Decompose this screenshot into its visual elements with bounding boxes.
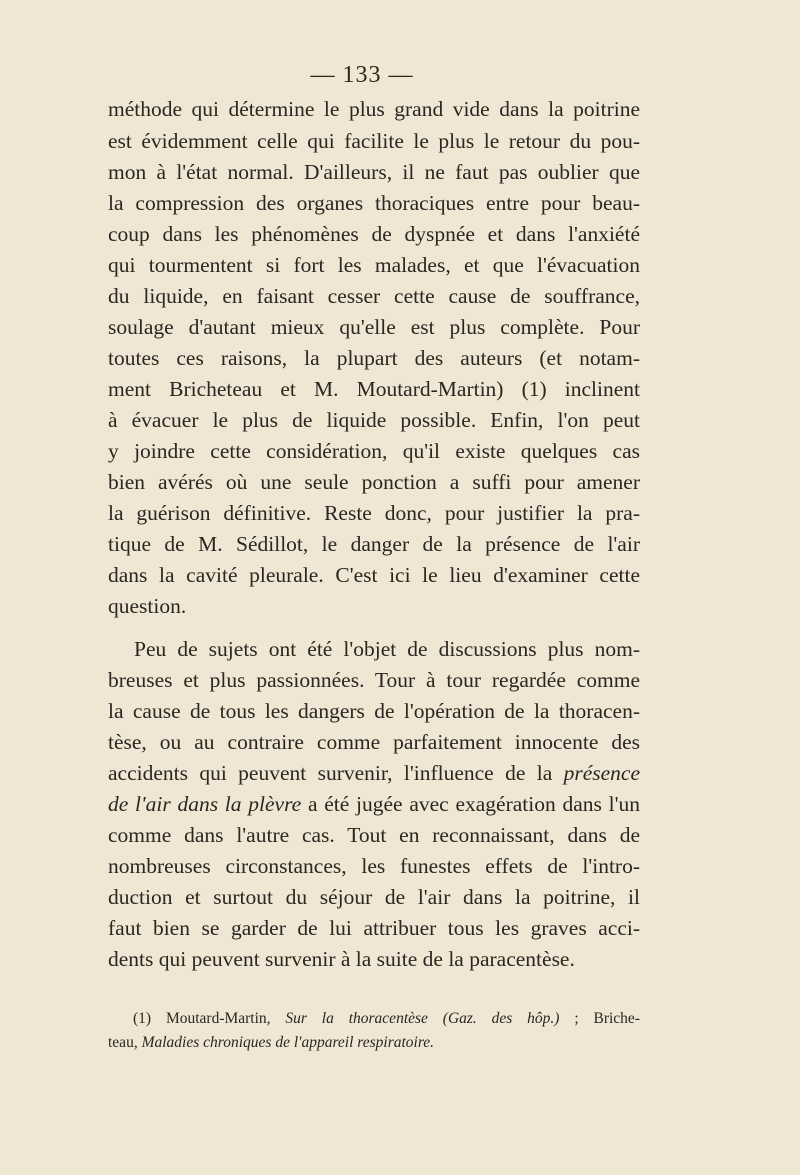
text-line: Peu de sujets ont été l'objet de discussions plus nom- xyxy=(134,637,640,661)
footnote-title: Sur la thoracentèse xyxy=(285,1010,428,1027)
emphasis-text: de l'air dans la plèvre xyxy=(108,792,302,816)
text-line: toutes ces raisons, la plupart des auteurs (et notam- xyxy=(108,346,640,370)
text-line: est évidemment celle qui facilite le plus le retour du pou- xyxy=(108,129,640,153)
text-line: qui tourmentent si fort les malades, et que l'évacuation xyxy=(108,253,640,277)
text-line: soulage d'autant mieux qu'elle est plus complète. Pour xyxy=(108,315,640,339)
text-line: dans la cavité pleurale. C'est ici le lieu d'examiner cette xyxy=(108,563,640,587)
text-line: du liquide, en faisant cesser cette cause de souffrance, xyxy=(108,284,640,308)
text-line: méthode qui détermine le plus grand vide dans la poitrine xyxy=(108,97,640,121)
footnote-marker: (1) xyxy=(133,1010,166,1027)
text-span: a été jugée avec exagération dans l'un xyxy=(301,792,640,816)
text-line: la compression des organes thoraciques entre pour beau- xyxy=(108,191,640,215)
text-line: à évacuer le plus de liquide possible. Enfin, l'on peut xyxy=(108,408,640,432)
footnote-line xyxy=(108,1034,640,1052)
text-line xyxy=(108,761,640,786)
text-line: bien avérés où une seule ponction a suffi pour amener xyxy=(108,470,640,494)
emphasis-text: présence xyxy=(563,761,640,785)
text-line: y joindre cette considération, qu'il existe quelques cas xyxy=(108,439,640,463)
text-line: tèse, ou au contraire comme parfaitement innocente des xyxy=(108,730,640,754)
text-line: la guérison définitive. Reste donc, pour justifier la pra- xyxy=(108,501,640,525)
text-line: coup dans les phénomènes de dyspnée et dans l'anxiété xyxy=(108,222,640,246)
text-line: dents qui peuvent survenir à la suite de la paracentèse. xyxy=(108,947,575,971)
footnote-text: ; Briche- xyxy=(559,1010,640,1027)
text-line: faut bien se garder de lui attribuer tous les graves acci- xyxy=(108,916,640,940)
footnote-author: teau, xyxy=(108,1034,142,1051)
footnote-title: Maladies chroniques de l'appareil respiratoire. xyxy=(141,1034,435,1051)
footnote-author: Moutard-Martin, xyxy=(165,1010,286,1027)
text-line: la cause de tous les dangers de l'opération de la thoracen- xyxy=(108,699,640,723)
text-line: comme dans l'autre cas. Tout en reconnaissant, dans de xyxy=(108,823,640,847)
footnote-reference: (Gaz. des hôp.) xyxy=(427,1010,560,1027)
footnote-line xyxy=(133,1010,640,1028)
text-line: duction et surtout du séjour de l'air dans la poitrine, il xyxy=(108,885,640,909)
text-line xyxy=(108,792,640,817)
page-number: — 133 — xyxy=(310,62,414,88)
text-line: mon à l'état normal. D'ailleurs, il ne faut pas oublier que xyxy=(108,160,640,184)
text-line: breuses et plus passionnées. Tour à tour regardée comme xyxy=(108,668,640,692)
text-span: accidents qui peuvent survenir, l'influence de la xyxy=(108,761,564,785)
text-line: question. xyxy=(108,594,187,618)
text-line: tique de M. Sédillot, le danger de la présence de l'air xyxy=(108,532,640,556)
text-line: ment Bricheteau et M. Moutard-Martin) (1) inclinent xyxy=(108,377,640,401)
text-line: nombreuses circonstances, les funestes effets de l'intro- xyxy=(108,854,640,878)
